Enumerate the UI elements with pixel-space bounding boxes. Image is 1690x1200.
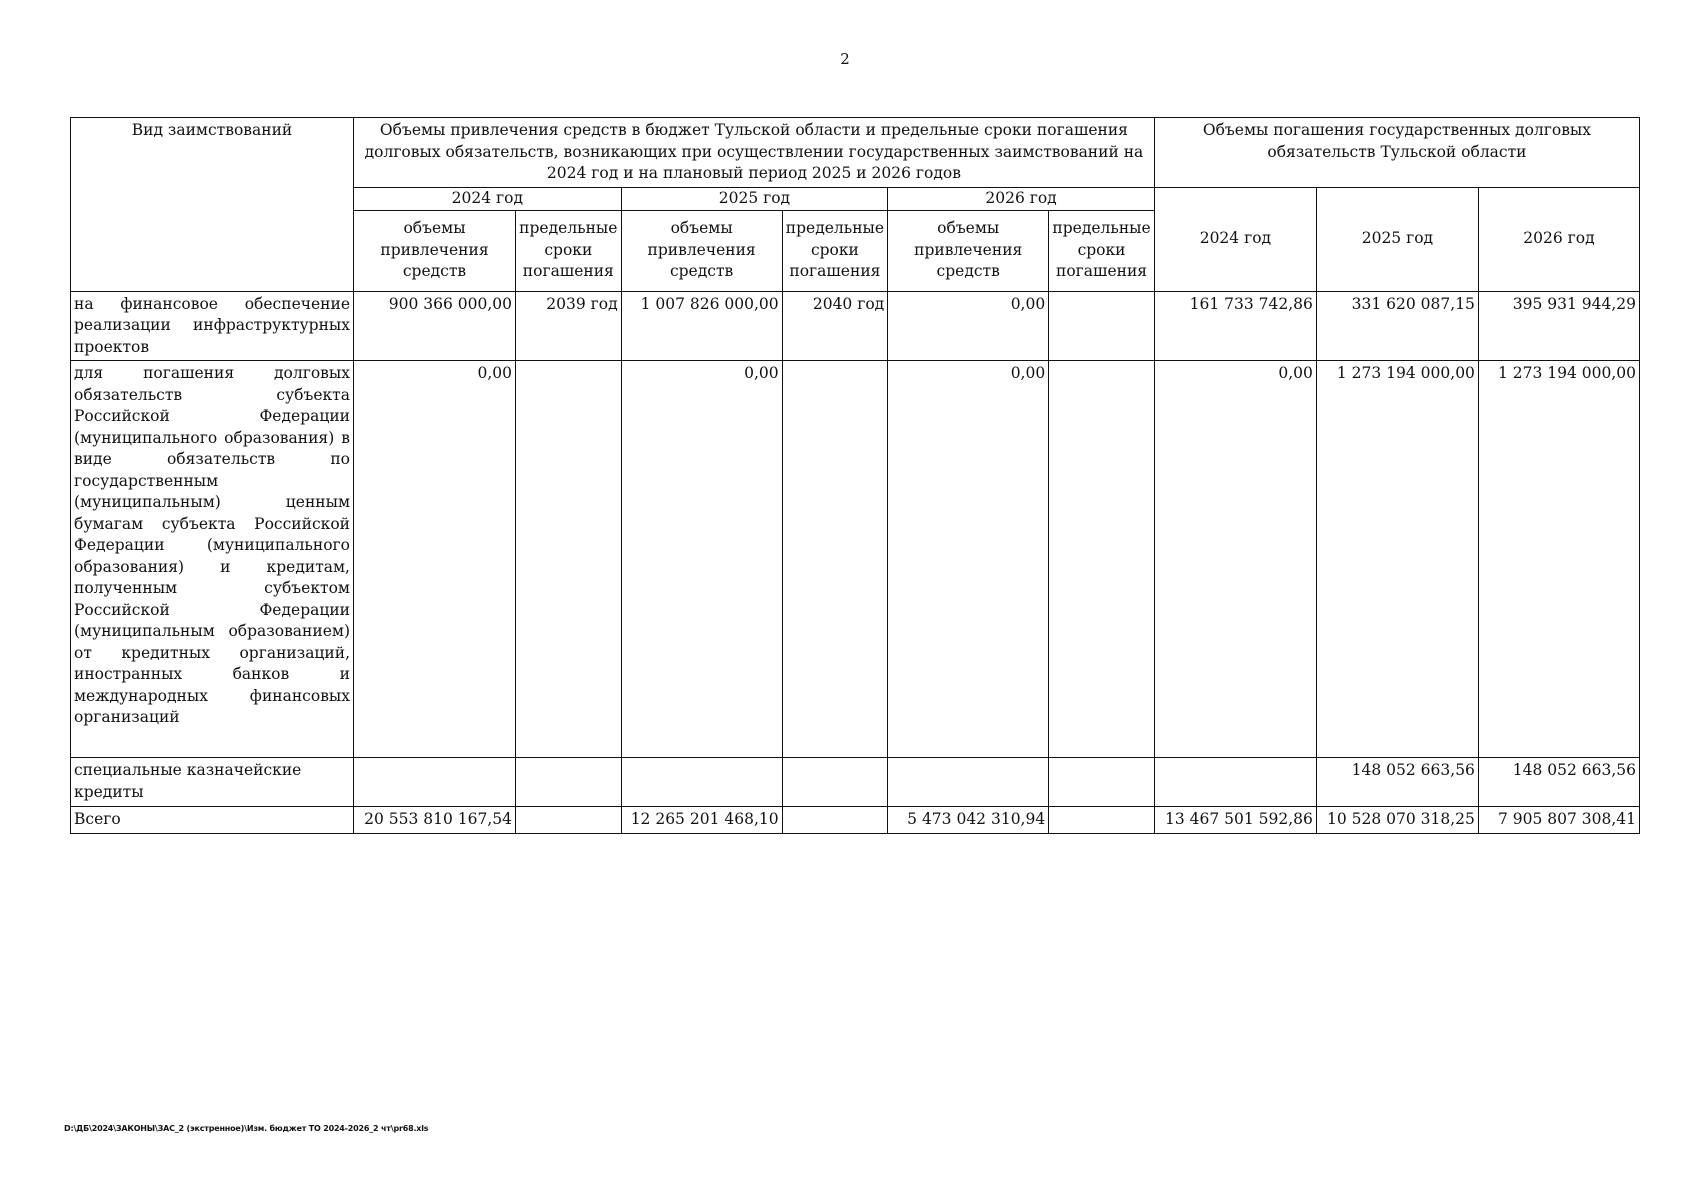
cell-repay-2024: 13 467 501 592,86 [1154, 807, 1316, 834]
cell-term-2025: 2040 год [782, 291, 888, 361]
table-row-debt-repayment [71, 361, 1640, 758]
cell-attract-2024: 0,00 [354, 361, 516, 758]
cell-attract-2025: 12 265 201 468,10 [621, 807, 782, 834]
cell-attract-2024: 20 553 810 167,54 [354, 807, 516, 834]
header-repay-2024: 2024 год [1154, 187, 1316, 291]
header-row-groups [71, 118, 1640, 188]
cell-term-2025 [782, 807, 888, 834]
cell-repay-2026: 7 905 807 308,41 [1478, 807, 1639, 834]
header-term-2024: предельные сроки погашения [516, 210, 622, 291]
cell-term-2026 [1049, 807, 1155, 834]
header-volume-2026: объемы привлечения средств [888, 210, 1049, 291]
borrowing-table [70, 117, 1640, 834]
header-year-2026: 2026 год [888, 187, 1155, 210]
cell-repay-2025: 148 052 663,56 [1316, 758, 1478, 807]
cell-attract-2024: 900 366 000,00 [354, 291, 516, 361]
cell-repay-2024: 0,00 [1154, 361, 1316, 758]
table-row-infrastructure [71, 291, 1640, 361]
cell-repay-2024 [1154, 758, 1316, 807]
cell-term-2025 [782, 361, 888, 758]
cell-attract-2024 [354, 758, 516, 807]
cell-repay-2025: 10 528 070 318,25 [1316, 807, 1478, 834]
cell-attract-2025: 1 007 826 000,00 [621, 291, 782, 361]
cell-attract-2026 [888, 758, 1049, 807]
header-repay-2026: 2026 год [1478, 187, 1639, 291]
table-row-total [71, 807, 1640, 834]
file-path-footer: D:\ДБ\2024\ЗАКОНЫ\ЗАС_2 (экстренное)\Изм. бюджет ТО 2024-2026_2 чт\pr68.xls [64, 1124, 429, 1133]
cell-term-2025 [782, 758, 888, 807]
cell-term-2024 [516, 758, 622, 807]
header-term-2026: предельные сроки погашения [1049, 210, 1155, 291]
cell-attract-2026: 0,00 [888, 291, 1049, 361]
cell-attract-2026: 5 473 042 310,94 [888, 807, 1049, 834]
row-kind: для погашения долговых обязательств субъекта Российской Федерации (муниципального образования) в виде обязательств по государственным (муниципальным) ценным бумагам субъекта Российской Федерации (муниципального образования) и кредитам, полученным субъектом Российской Федерации (муниципальным образованием) от кредитных организаций, иностранных банков и международных финансовых организаций [71, 361, 354, 758]
cell-term-2026 [1049, 291, 1155, 361]
cell-repay-2024: 161 733 742,86 [1154, 291, 1316, 361]
cell-term-2026 [1049, 758, 1155, 807]
cell-repay-2026: 395 931 944,29 [1478, 291, 1639, 361]
cell-term-2024: 2039 год [516, 291, 622, 361]
header-year-2025: 2025 год [621, 187, 888, 210]
page-number: 2 [840, 50, 850, 68]
header-volume-2025: объемы привлечения средств [621, 210, 782, 291]
cell-repay-2025: 1 273 194 000,00 [1316, 361, 1478, 758]
header-attraction-group: Объемы привлечения средств в бюджет Тульской области и предельные сроки погашения долговых обязательств, возникающих при осуществлении государственных заимствований на 2024 год и на плановый период 2025 и 2026 годов [354, 118, 1155, 188]
row-kind: на финансовое обеспечение реализации инфраструктурных проектов [71, 291, 354, 361]
row-kind-total: Всего [71, 807, 354, 834]
cell-term-2024 [516, 807, 622, 834]
table-row-treasury-credits [71, 758, 1640, 807]
cell-attract-2025 [621, 758, 782, 807]
header-kind: Вид заимствований [71, 118, 354, 292]
cell-attract-2025: 0,00 [621, 361, 782, 758]
cell-repay-2026: 148 052 663,56 [1478, 758, 1639, 807]
cell-repay-2026: 1 273 194 000,00 [1478, 361, 1639, 758]
header-repayment-group: Объемы погашения государственных долговых обязательств Тульской области [1154, 118, 1639, 188]
header-volume-2024: объемы привлечения средств [354, 210, 516, 291]
cell-attract-2026: 0,00 [888, 361, 1049, 758]
cell-term-2026 [1049, 361, 1155, 758]
cell-repay-2025: 331 620 087,15 [1316, 291, 1478, 361]
row-kind: специальные казначейские кредиты [71, 758, 354, 807]
header-repay-2025: 2025 год [1316, 187, 1478, 291]
header-year-2024: 2024 год [354, 187, 622, 210]
header-term-2025: предельные сроки погашения [782, 210, 888, 291]
cell-term-2024 [516, 361, 622, 758]
